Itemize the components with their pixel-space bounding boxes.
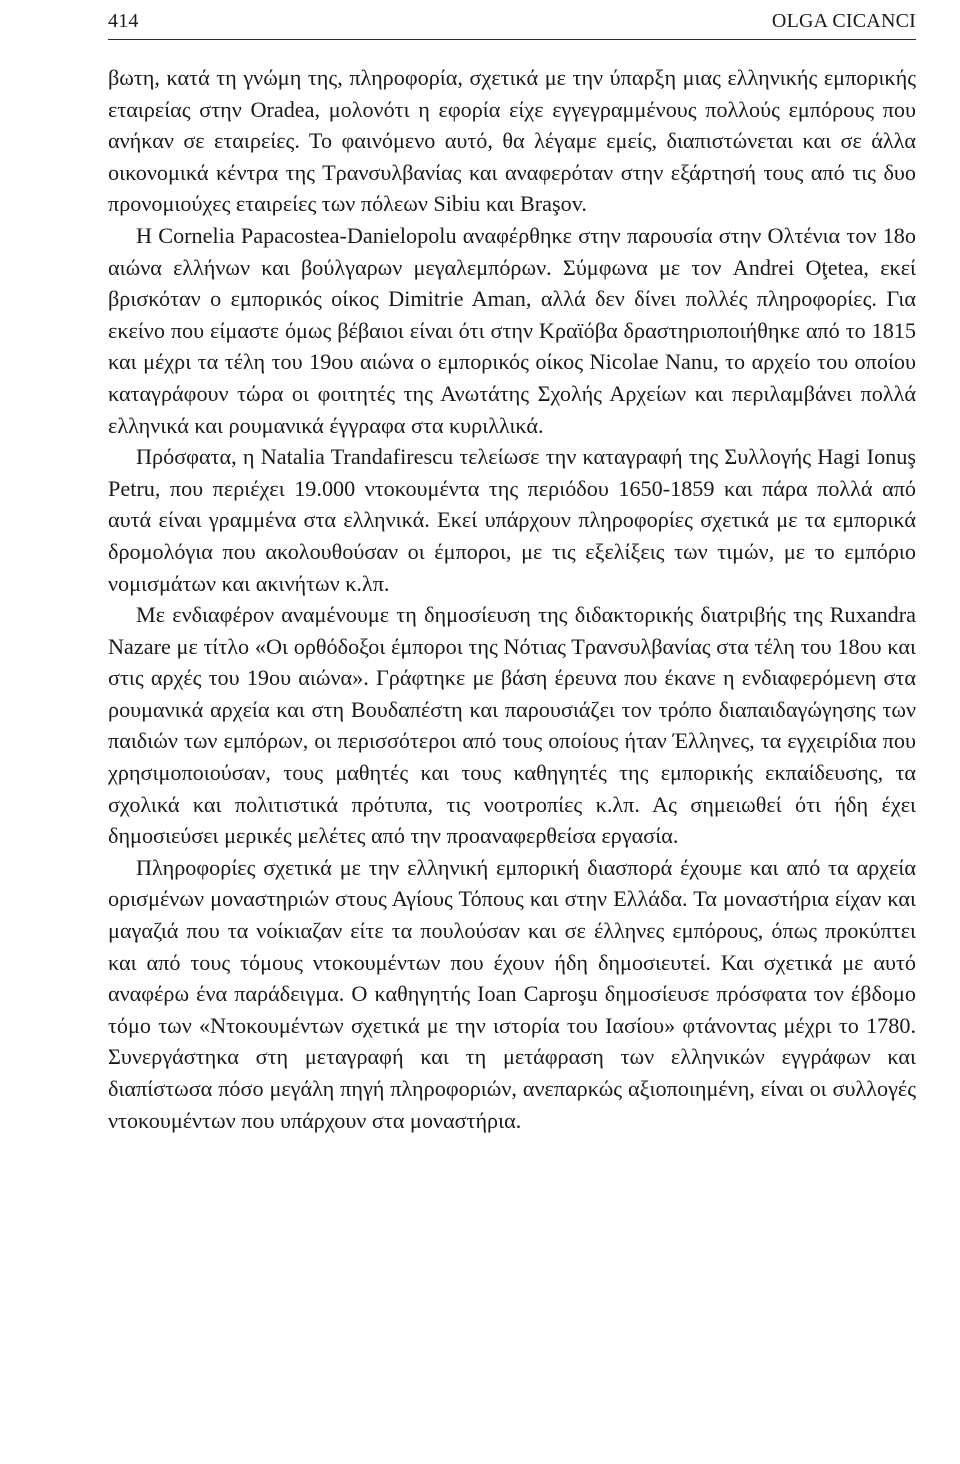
paragraph: Πρόσφατα, η Natalia Trandafirescu τελείωσε την καταγραφή της Συλλογής Hagi Ionuş Petru, που περιέχει 19.000 ντοκουμέντα της περιόδου 1650-1859 και πάρα πολλά από αυτά είναι γραμμένα στα ελληνικά. Εκεί υπάρχουν πληροφορίες σχετικά με τα εμπορικά δρομολόγια που ακολουθούσαν οι έμποροι, με τις εξελίξεις των τιμών, με το εμπόριο νομισμάτων και ακινήτων κ.λπ. (108, 444, 916, 596)
body-text (108, 62, 916, 1136)
header-rule (108, 39, 916, 40)
paragraph: Πληροφορίες σχετικά με την ελληνική εμπορική διασπορά έχουμε και από τα αρχεία ορισμένων μοναστηριών στους Αγίους Τόπους και στην Ελλάδα. Τα μοναστήρια είχαν και μαγαζιά που τα νοίκιαζαν είτε τα πουλούσαν και σε έλληνες εμπόρους, όπως προκύπτει και από τους τόμους ντοκουμέντων που έχουν ήδη δημοσιευτεί. Και σχετικά με αυτό αναφέρω ένα παράδειγμα. Ο καθηγητής Ioan Caproşu δημοσίευσε πρόσφατα τον έβδομο τόμο των «Ντοκουμέντων σχετικά με την ιστορία του Ιασίου» φτάνοντας μέχρι το 1780. Συνεργάστηκα στη μεταγραφή και τη μετάφραση των ελληνικών εγγράφων και διαπίστωσα πόσο μεγάλη πηγή πληροφοριών, ανεπαρκώς αξιοποιημένη, είναι οι συλλογές ντοκουμέντων που υπάρχουν στα μοναστήρια. (108, 854, 916, 1133)
page-header (108, 6, 916, 36)
paragraph: Η Cornelia Papacostea-Danielopolu αναφέρθηκε στην παρουσία στην Ολτένια τον 18ο αιώνα ελλήνων και βούλγαρων μεγαλεμπόρων. Σύμφωνα με τον Andrei Oţetea, εκεί βρισκόταν ο εμπορικός οίκος Dimitrie Aman, αλλά δεν δίνει πολλές πληροφορίες. Για εκείνο που είμαστε όμως βέβαιοι είναι ότι στην Κραϊόβα δραστηριοποιήθηκε από το 1815 και μέχρι τα τέλη του 19ου αιώνα ο εμπορικός οίκος Nicolae Nanu, το αρχείο του οποίου καταγράφουν τώρα οι φοιτητές της Ανωτάτης Σχολής Αρχείων και περιλαμβάνει πολλά ελληνικά και ρουμανικά έγγραφα στα κυριλλικά. (108, 222, 916, 438)
paragraph: Με ενδιαφέρον αναμένουμε τη δημοσίευση της διδακτορικής διατριβής της Ruxandra Nazare με τίτλο «Οι ορθόδοξοι έμποροι της Νότιας Τρανσυλβανίας στα τέλη του 18ου και στις αρχές του 19ου αιώνα». Γράφτηκε με βάση έρευνα που έκανε η ενδιαφερόμενη στα ρουμανικά αρχεία και στη Βουδαπέστη και παρουσιάζει τον τρόπο διαπαιδαγώγησης των παιδιών των εμπόρων, οι περισσότεροι από τους οποίους ήταν Έλληνες, τα εγχειρίδια που χρησιμοποιούσαν, τους μαθητές και τους καθηγητές της εμπορικής εκπαίδευσης, τα σχολικά και πολιτιστικά πρότυπα, τις νοοτροπίες κ.λπ. Ας σημειωθεί ότι ήδη έχει δημοσιεύσει μερικές μελέτες από την προαναφερθείσα εργασία. (108, 602, 916, 849)
running-head: OLGA CICANCI (771, 10, 916, 32)
page-number: 414 (108, 10, 139, 32)
paragraph-continued: βωτη, κατά τη γνώμη της, πληροφορία, σχετικά με την ύπαρξη μιας ελληνικής εμπορικής εταιρείας στην Oradea, μολονότι η εφορία είχε εγγεγραμμένους πολλούς εμπόρους που ανήκαν σε εταιρείες. Το φαινόμενο αυτό, θα λέγαμε εμείς, διαπιστώνεται και σε άλλα οικονομικά κέντρα της Τρανσυλβανίας και αναφερόταν στην εξάρτησή τους από τις δυο προνομιούχες εταιρείες των πόλεων Sibiu και Braşov. (108, 65, 916, 217)
book-page (108, 0, 916, 1464)
